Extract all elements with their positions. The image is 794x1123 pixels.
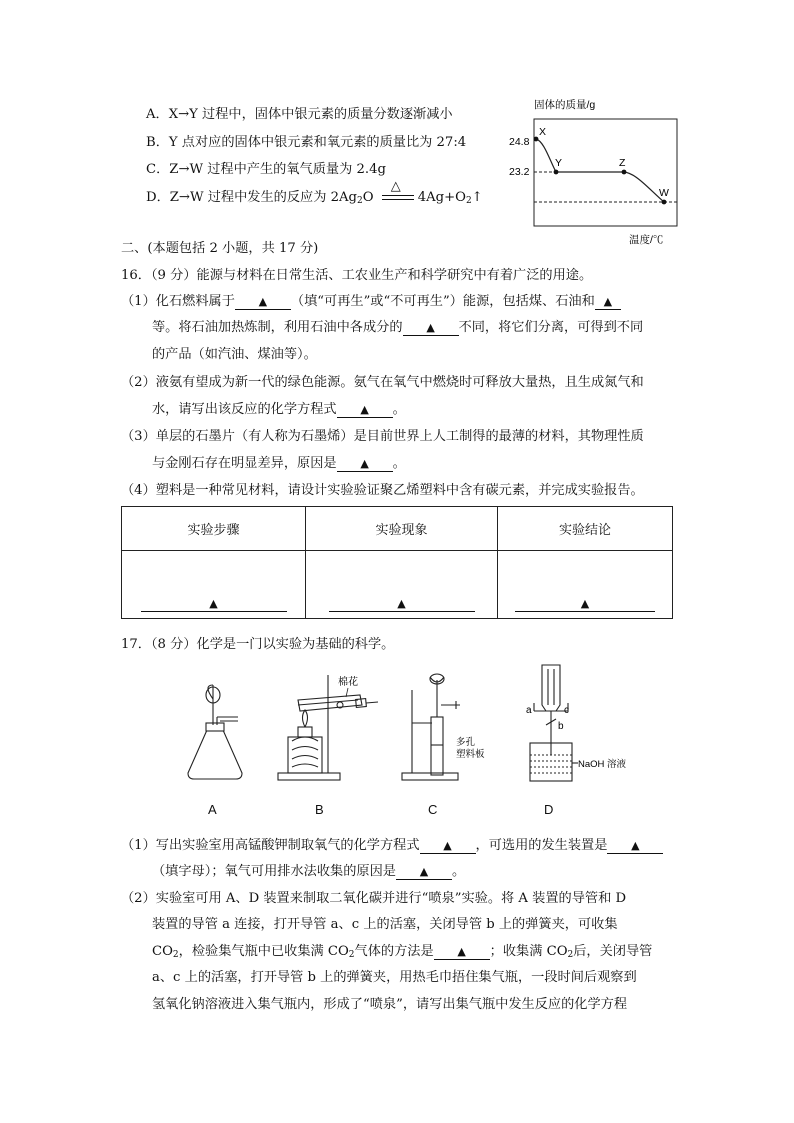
- text: ，可选用的发生装置是: [475, 838, 608, 853]
- apparatus-b: [278, 675, 378, 780]
- option-text: X→Y 过程中，固体中银元素的质量分数逐渐减小: [168, 107, 453, 122]
- y-axis-label: 固体的质量/g: [534, 99, 596, 111]
- option-text: Y 点对应的固体中银元素和氧元素的质量比为 27:4: [168, 135, 467, 150]
- option-text: 4Ag+O: [417, 190, 466, 205]
- answer-blank[interactable]: [337, 402, 393, 418]
- text: 。: [392, 456, 406, 471]
- q15-option-b: [146, 131, 466, 150]
- text: （填“可再生”或“不可再生”）能源，包括煤、石油和: [290, 294, 595, 309]
- label-y: Y: [555, 157, 563, 169]
- option-letter: A．: [146, 107, 169, 122]
- text: （1）化石燃料属于: [121, 294, 235, 309]
- apparatus-c: [402, 674, 460, 780]
- q16-part4: （4）塑料是一种常见材料，请设计实验验证聚乙烯塑料中含有碳元素，并完成实验报告。: [121, 483, 644, 498]
- blank-marker: ▲: [443, 839, 452, 852]
- cell-phenomenon: [306, 551, 498, 619]
- blank-marker: ▲: [426, 321, 435, 334]
- text: （1）写出实验室用高锰酸钾制取氧气的化学方程式: [121, 838, 420, 853]
- q15-option-d: [146, 178, 483, 206]
- mass-temperature-graph: [500, 95, 690, 250]
- header-phenomenon: 实验现象: [306, 507, 498, 551]
- q16-stem: 16．（9 分）能源与材料在日常生活、工农业生产和科学研究中有着广泛的用途。: [121, 268, 593, 283]
- q16-part2-line2: [152, 398, 406, 418]
- q17-part1-line1: [121, 834, 663, 854]
- q17-part1-line2: [152, 860, 465, 880]
- label-z: Z: [619, 157, 626, 169]
- option-letter: B．: [146, 135, 169, 150]
- answer-blank[interactable]: [235, 294, 291, 310]
- blank-marker: ▲: [603, 295, 613, 308]
- label-a: a: [526, 705, 532, 716]
- q17-stem: 17．（8 分）化学是一门以实验为基础的科学。: [121, 637, 395, 652]
- apparatus-label-c: C: [428, 802, 438, 817]
- gas-arrow: ↑: [471, 190, 483, 205]
- q17-part2-line1: （2）实验室可用 A、D 装置来制取二氧化碳并进行“喷泉”实验。将 A 装置的导管和 D: [121, 891, 627, 906]
- subscript: 2: [172, 950, 179, 960]
- equals-line: [382, 195, 414, 196]
- subscript: 2: [348, 950, 355, 960]
- q17-part2-line5: 氢氧化钠溶液进入集气瓶内，形成了“喷泉”，请写出集气瓶中发生反应的化学方程: [152, 997, 628, 1012]
- y-tick-24.8: 24.8: [509, 136, 530, 148]
- apparatus-label-d: D: [544, 802, 554, 817]
- apparatus-label-b: B: [315, 802, 324, 817]
- point-x: [534, 137, 539, 142]
- blank-marker: ▲: [457, 945, 466, 958]
- q16-part3-line2: [152, 452, 406, 472]
- equals-line: [382, 199, 414, 200]
- label-cotton: 棉花: [338, 677, 358, 688]
- blank-marker: ▲: [360, 403, 369, 416]
- point-z: [622, 170, 627, 175]
- experiment-report-table: [121, 506, 673, 619]
- blank-marker: ▲: [580, 597, 590, 610]
- q17-part2-line2: 装置的导管 a 连接，打开导管 a、c 上的活塞，关闭导管 b 上的弹簧夹，可收集: [152, 917, 618, 932]
- text: （填字母）；氧气可用排水法收集的原因是: [152, 864, 396, 879]
- label-w: W: [659, 187, 669, 199]
- text: 。: [392, 402, 406, 417]
- header-conclusion: 实验结论: [498, 507, 673, 551]
- blank-marker: ▲: [397, 597, 406, 610]
- cell-steps: [122, 551, 306, 619]
- answer-blank[interactable]: [396, 864, 452, 880]
- option-text: Z→W 过程中发生的反应为 2Ag: [169, 190, 357, 205]
- label-c: c: [564, 705, 569, 716]
- point-w: [662, 200, 667, 205]
- blank-marker: ▲: [258, 295, 268, 308]
- text: ，检验集气瓶中已收集满 CO: [178, 944, 349, 959]
- text: 水，请写出该反应的化学方程式: [152, 402, 337, 417]
- q15-option-a: [146, 103, 453, 122]
- heat-symbol: △: [390, 178, 401, 194]
- text: 不同，将它们分离，可得到不同: [458, 320, 644, 335]
- option-text: O: [362, 190, 374, 205]
- option-letter: C．: [146, 162, 170, 177]
- section-heading: 二、(本题包括 2 小题，共 17 分): [121, 241, 319, 256]
- apparatus-figure: [180, 655, 650, 795]
- label-b: b: [558, 721, 564, 732]
- answer-blank[interactable]: [337, 456, 393, 472]
- label-naoh: NaOH 溶液: [578, 759, 627, 770]
- answer-blank[interactable]: [420, 838, 476, 854]
- q15-option-c: [146, 158, 386, 177]
- q16-part1-line1: [121, 290, 621, 310]
- q16-part3-line1: （3）单层的石墨片（有人称为石墨烯）是目前世界上人工制得的最薄的材料，其物理性质: [121, 429, 644, 444]
- apparatus-d: [530, 665, 578, 781]
- x-axis-label: 温度/℃: [629, 234, 664, 246]
- label-plastic-plate: 塑料板: [456, 749, 485, 760]
- text: 与金刚石存在明显差异，原因是: [152, 456, 337, 471]
- q17-part2-line4: a、c 上的活塞，打开导管 b 上的弹簧夹，用热毛巾捂住集气瓶，一段时间后观察到: [152, 970, 637, 985]
- q17-part2-line3: [152, 940, 652, 960]
- header-steps: 实验步骤: [122, 507, 306, 551]
- label-x: X: [539, 126, 547, 138]
- answer-blank[interactable]: [403, 320, 459, 336]
- text: ；收集满 CO: [489, 944, 568, 959]
- cell-conclusion: [498, 551, 673, 619]
- subscript: 2: [465, 196, 472, 206]
- q16-part2-line1: （2）液氨有望成为新一代的绿色能源。氨气在氧气中燃烧时可释放大量热，且生成氮气和: [121, 375, 644, 390]
- subscript: 2: [356, 196, 363, 206]
- blank-marker: ▲: [631, 839, 640, 852]
- reaction-condition: [382, 178, 414, 205]
- subscript: 2: [567, 950, 574, 960]
- text: 气体的方法是: [354, 944, 434, 959]
- blank-marker: ▲: [419, 865, 429, 878]
- option-text: Z→W 过程中产生的氧气质量为 2.4g: [169, 162, 386, 177]
- answer-blank[interactable]: [595, 294, 621, 310]
- answer-blank[interactable]: [607, 838, 663, 854]
- q16-part1-line2: [152, 316, 643, 336]
- label-porous: 多孔: [456, 737, 476, 748]
- answer-blank[interactable]: [434, 944, 490, 960]
- text: 等。将石油加热炼制，利用石油中各成分的: [152, 320, 403, 335]
- y-tick-23.2: 23.2: [509, 166, 530, 178]
- apparatus-label-a: A: [208, 802, 217, 817]
- blank-marker: ▲: [360, 457, 369, 470]
- text: 。: [451, 864, 466, 879]
- text: CO: [152, 944, 173, 959]
- apparatus-a: [188, 685, 242, 779]
- option-letter: D．: [146, 190, 170, 205]
- point-y: [554, 170, 559, 175]
- blank-marker: ▲: [209, 597, 218, 610]
- answer-blank[interactable]: [141, 596, 287, 612]
- answer-blank[interactable]: [515, 596, 655, 612]
- answer-blank[interactable]: [329, 596, 475, 612]
- text: 后，关闭导管: [573, 944, 653, 959]
- q16-part1-line3: 的产品（如汽油、煤油等）。: [152, 347, 317, 362]
